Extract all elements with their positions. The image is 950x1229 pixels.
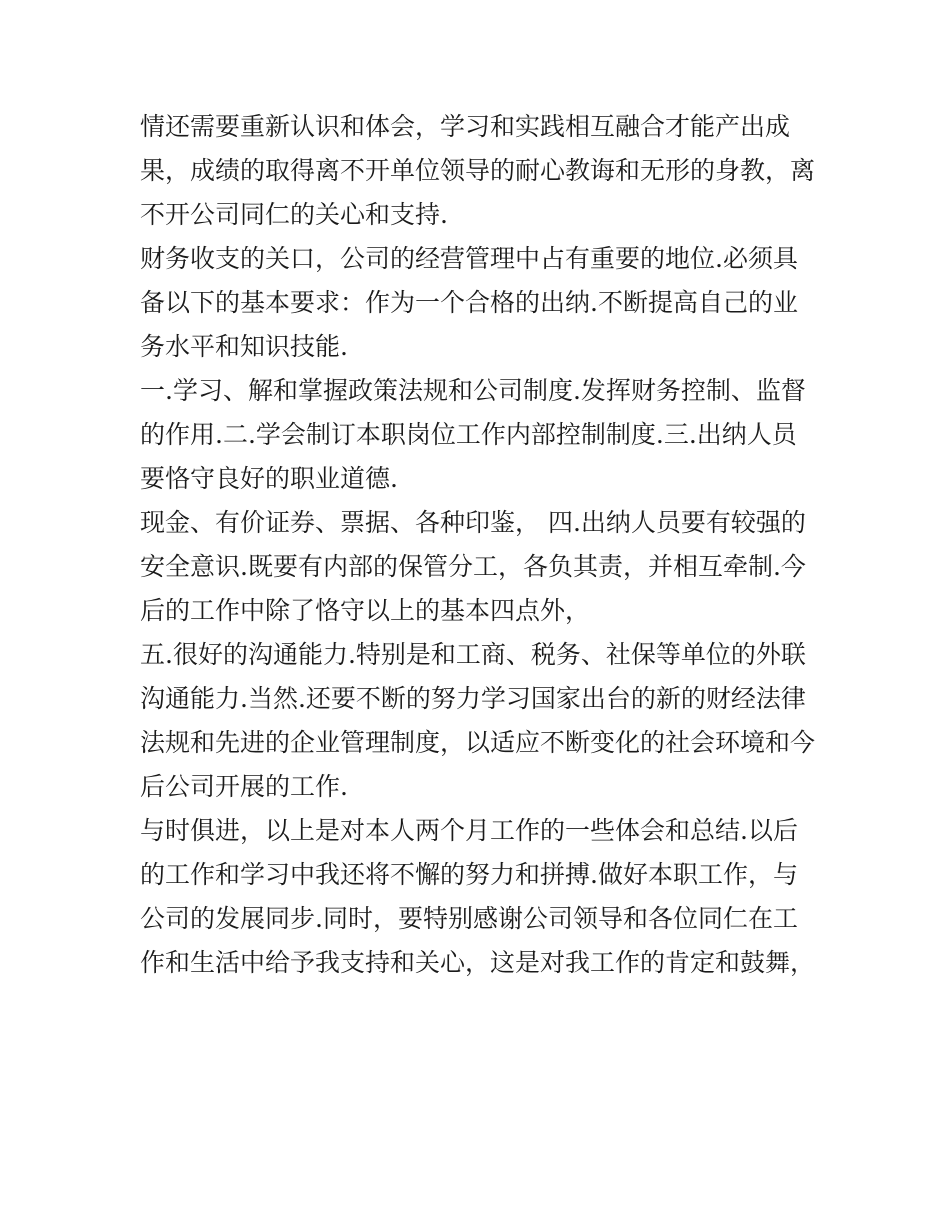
document-body	[140, 105, 820, 985]
text-line: 务水平和知识技能.	[140, 332, 348, 361]
paragraph-1	[140, 105, 820, 237]
paragraph-6	[140, 809, 820, 985]
text-line: 不开公司同仁的关心和支持.	[140, 200, 448, 229]
text-line: 五.很好的沟通能力.特别是和工商、税务、社保等单位的外联	[140, 640, 806, 669]
text-line: 沟通能力.当然.还要不断的努力学习国家出台的新的财经法律	[140, 684, 806, 713]
paragraph-3	[140, 369, 820, 501]
text-line: 备以下的基本要求：作为一个合格的出纳.不断提高自己的业	[140, 288, 798, 317]
text-line: 情还需要重新认识和体会，学习和实践相互融合才能产出成	[140, 112, 791, 141]
text-line: 后公司开展的工作.	[140, 772, 348, 801]
text-line: 公司的发展同步.同时，要特别感谢公司领导和各位同仁在工	[140, 904, 798, 933]
paragraph-4	[140, 501, 820, 633]
text-line: 安全意识.既要有内部的保管分工，各负其责，并相互牵制.今	[140, 552, 806, 581]
text-line: 的工作和学习中我还将不懈的努力和拼搏.做好本职工作，与	[140, 860, 798, 889]
text-line: 一.学习、解和掌握政策法规和公司制度.发挥财务控制、监督	[140, 376, 806, 405]
text-line: 与时俱进，以上是对本人两个月工作的一些体会和总结.以后	[140, 816, 798, 845]
text-line: 的作用.二.学会制订本职岗位工作内部控制制度.三.出纳人员	[140, 420, 797, 449]
text-line: 要恪守良好的职业道德.	[140, 464, 398, 493]
text-line: 果，成绩的取得离不开单位领导的耐心教诲和无形的身教，离	[140, 156, 816, 185]
paragraph-2	[140, 237, 820, 369]
text-line: 法规和先进的企业管理制度，以适应不断变化的社会环境和今	[140, 728, 816, 757]
text-line: 财务收支的关口，公司的经营管理中占有重要的地位.必须具	[140, 244, 798, 273]
text-line: 现金、有价证券、票据、各种印鉴， 四.出纳人员要有较强的	[140, 508, 806, 537]
paragraph-5	[140, 633, 820, 809]
text-line: 作和生活中给予我支持和关心，这是对我工作的肯定和鼓舞，	[140, 948, 816, 977]
text-line: 后的工作中除了恪守以上的基本四点外，	[140, 596, 591, 625]
